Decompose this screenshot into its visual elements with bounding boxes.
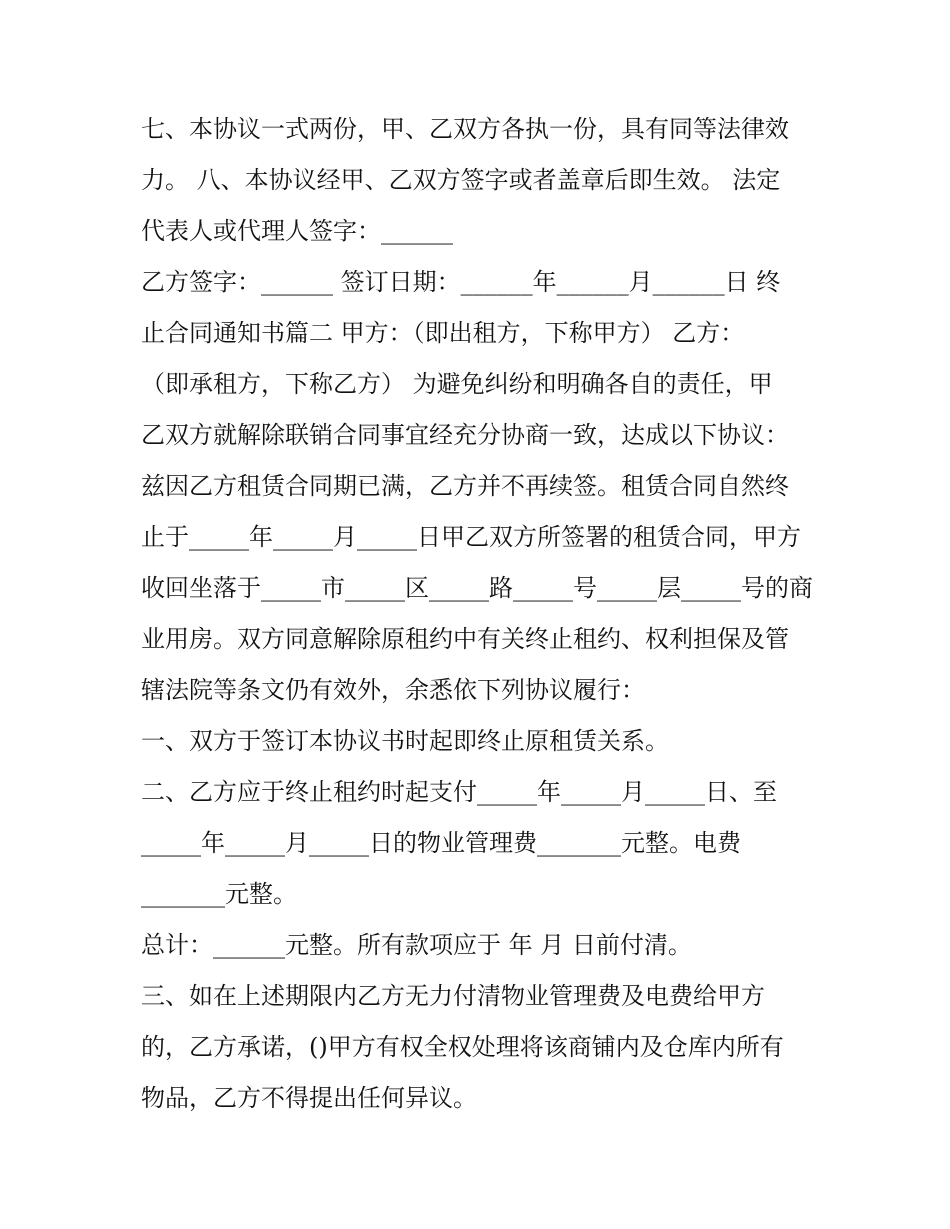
document-line: 的，乙方承诺，()甲方有权全权处理将该商铺内及仓库内所有 — [141, 1033, 784, 1061]
document-line: 总计：______元整。所有款项应于 年 月 日前付清。 — [141, 931, 692, 959]
document-line: 二、乙方应于终止租约时起支付_____年_____月_____日、至 — [141, 778, 777, 806]
document-line: 代表人或代理人签字：______ — [141, 217, 453, 245]
document-line: （即承租方，下称乙方） 为避免纠纷和明确各自的责任，甲 — [141, 370, 773, 398]
document-line: _____年_____月_____日的物业管理费_______元整。电费 — [141, 829, 741, 857]
document-line: 物品，乙方不得提出任何异议。 — [141, 1084, 477, 1112]
document-line: 乙方签字：______ 签订日期：______年______月______日 终 — [141, 268, 781, 296]
document-line: 兹因乙方租赁合同期已满，乙方并不再续签。租赁合同自然终 — [141, 472, 789, 500]
document-line: 三、如在上述期限内乙方无力付清物业管理费及电费给甲方 — [141, 982, 765, 1010]
document-line: 收回坐落于_____市_____区_____路_____号_____层_____号的商 — [141, 574, 813, 602]
document-line: 一、双方于签订本协议书时起即终止原租赁关系。 — [141, 727, 669, 755]
document-body — [141, 104, 831, 1124]
document-line: 业用房。双方同意解除原租约中有关终止租约、权利担保及管 — [141, 625, 789, 653]
document-line: 乙双方就解除联销合同事宜经充分协商一致，达成以下协议： — [141, 421, 789, 449]
document-line: 止合同通知书篇二 甲方：（即出租方，下称甲方） 乙方： — [141, 319, 745, 347]
document-line: 止于_____年_____月_____日甲乙双方所签署的租赁合同，甲方 — [141, 523, 801, 551]
document-line: 力。 八、本协议经甲、乙双方签字或者盖章后即生效。 法定 — [141, 166, 781, 194]
document-line: 七、本协议一式两份，甲、乙双方各执一份，具有同等法律效 — [141, 115, 789, 143]
document-line: _______元整。 — [141, 880, 297, 908]
document-line: 辖法院等条文仍有效外，余悉依下列协议履行： — [141, 676, 645, 704]
